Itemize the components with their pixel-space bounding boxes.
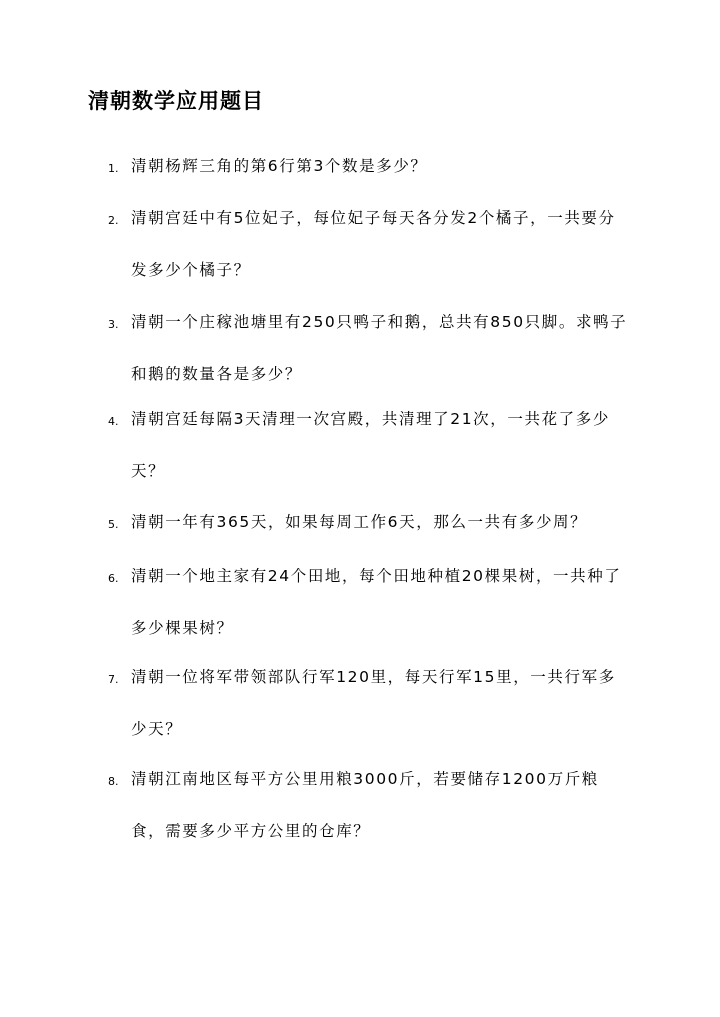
question-text: 清朝一个地主家有24个田地，每个田地种植20棵果树，一共种了多少棵果树？ [131, 567, 622, 637]
question-number: 4. [108, 415, 119, 428]
question-number: 2. [108, 214, 119, 227]
question-number: 8. [108, 775, 119, 788]
question-text: 清朝一位将军带领部队行军120里，每天行军15里，一共行军多少天？ [131, 668, 616, 738]
question-number: 6. [108, 572, 119, 585]
question-number: 3. [108, 318, 119, 331]
question-text: 清朝一年有365天，如果每周工作6天，那么一共有多少周？ [131, 513, 588, 531]
question-text: 清朝宫廷每隔3天清理一次宫殿，共清理了21次，一共花了多少天？ [131, 410, 610, 480]
page-title: 清朝数学应用题目 [88, 89, 264, 113]
question-number: 7. [108, 673, 119, 686]
question-number: 1. [108, 162, 119, 175]
question-text: 清朝宫廷中有5位妃子，每位妃子每天各分发2个橘子，一共要分发多少个橘子？ [131, 209, 616, 279]
question-number: 5. [108, 518, 119, 531]
question-text: 清朝杨辉三角的第6行第3个数是多少？ [131, 157, 428, 175]
question-text: 清朝一个庄稼池塘里有250只鸭子和鹅，总共有850只脚。求鸭子和鹅的数量各是多少？ [131, 313, 628, 383]
question-text: 清朝江南地区每平方公里用粮3000斤，若要储存1200万斤粮食，需要多少平方公里的仓库？ [131, 770, 599, 840]
